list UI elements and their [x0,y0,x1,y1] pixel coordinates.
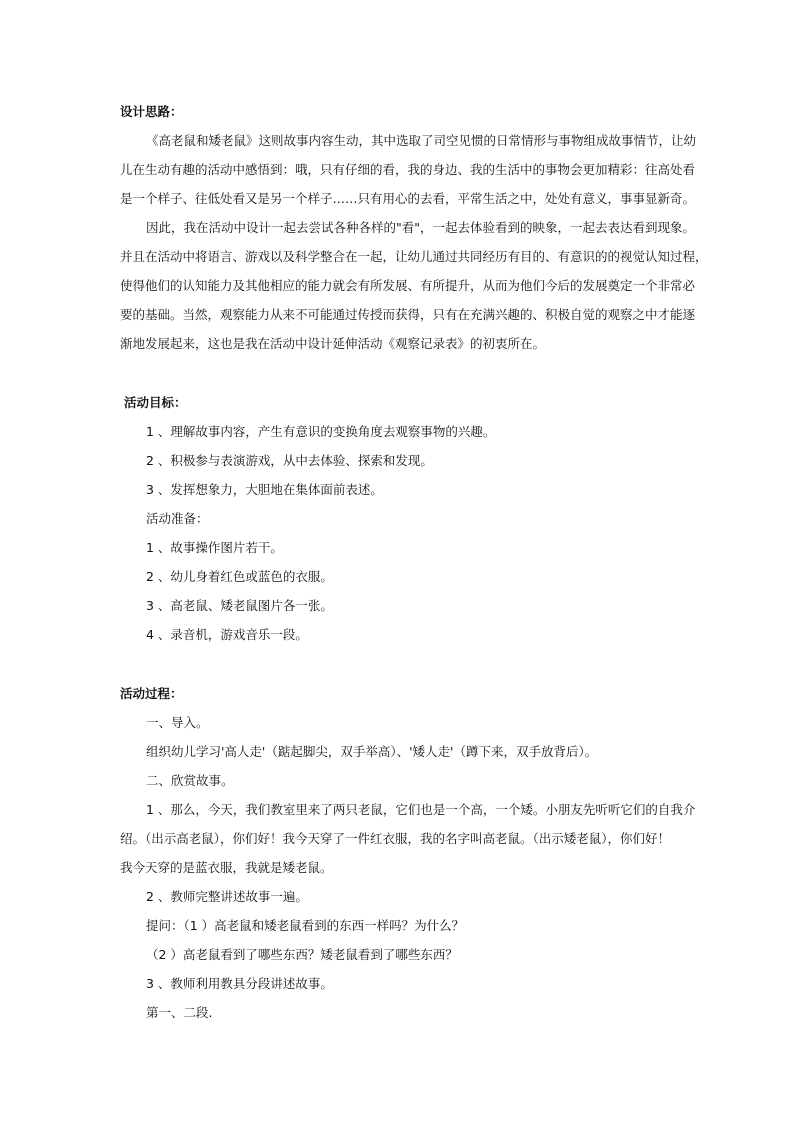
process-line: 第一、二段. [146,1005,213,1020]
prep-item: 2 、幼儿身着红色或蓝色的衣服。 [146,569,333,584]
goals-heading: 活动目标： [124,395,187,410]
goal-item: 1 、理解故事内容，产生有意识的变换角度去观察事物的兴趣。 [146,424,496,439]
goal-item: 2 、积极参与表演游戏，从中去体验、探索和发现。 [146,453,433,468]
process-heading: 活动过程： [120,686,183,701]
process-line: 一、导入。 [146,715,209,730]
process-line: 我今天穿的是蓝衣服，我就是矮老鼠。 [120,860,333,875]
process-line: （2 ）高老鼠看到了哪些东西？矮老鼠看到了哪些东西？ [146,947,458,962]
design-paragraph-line: 因此，我在活动中设计一起去尝试各种各样的"看"，一起去体验看到的映象，一起去表达看到现象。 [146,220,696,235]
prep-item: 4 、录音机，游戏音乐一段。 [146,627,308,642]
design-paragraph-line: 要的基础。当然，观察能力从来不可能通过传授而获得，只有在充满兴趣的、积极自觉的观察之中才能逐 [120,307,696,322]
process-line: 3 、教师利用教具分段讲述故事。 [146,976,333,991]
prep-item: 3 、高老鼠、矮老鼠图片各一张。 [146,598,333,613]
design-paragraph-line: 并且在活动中将语言、游戏以及科学整合在一起，让幼儿通过共同经历有目的、有意识的的视觉认知过程， [120,249,708,264]
design-paragraph-line: 渐地发展起来，这也是我在活动中设计延伸活动《观察记录表》的初衷所在。 [120,336,546,351]
design-paragraph-line: 《高老鼠和矮老鼠》这则故事内容生动，其中选取了司空见惯的日常情形与事物组成故事情节，让幼 [146,133,697,148]
design-paragraph-line: 使得他们的认知能力及其他相应的能力就会有所发展、有所提升，从而为他们今后的发展奠定一个非常必 [120,278,696,293]
process-line: 提问：（1 ）高老鼠和矮老鼠看到的东西一样吗？为什么？ [146,918,465,933]
process-line: 组织幼儿学习'高人走'（踮起脚尖，双手举高）、'矮人走'（蹲下来，双手放背后）。 [146,744,598,759]
process-line: 绍。（出示高老鼠），你们好！我今天穿了一件红衣服，我的名字叫高老鼠。（出示矮老鼠），你们好！ [120,831,671,846]
prep-heading: 活动准备： [146,511,209,526]
design-heading: 设计思路： [120,104,183,119]
process-line: 1 、那么，今天，我们教室里来了两只老鼠，它们也是一个高，一个矮。小朋友先听听它们的自我介 [146,802,696,817]
design-paragraph-line: 儿在生动有趣的活动中感悟到：哦，只有仔细的看，我的身边、我的生活中的事物会更加精彩：往高处看 [120,162,696,177]
process-line: 二、欣赏故事。 [146,773,234,788]
design-paragraph-line: 是一个样子、往低处看又是另一个样子……只有用心的去看，平常生活之中，处处有意义，事事显新奇。 [120,191,696,206]
process-line: 2 、教师完整讲述故事一遍。 [146,889,308,904]
prep-item: 1 、故事操作图片若干。 [146,540,283,555]
goal-item: 3 、发挥想象力，大胆地在集体面前表述。 [146,482,383,497]
